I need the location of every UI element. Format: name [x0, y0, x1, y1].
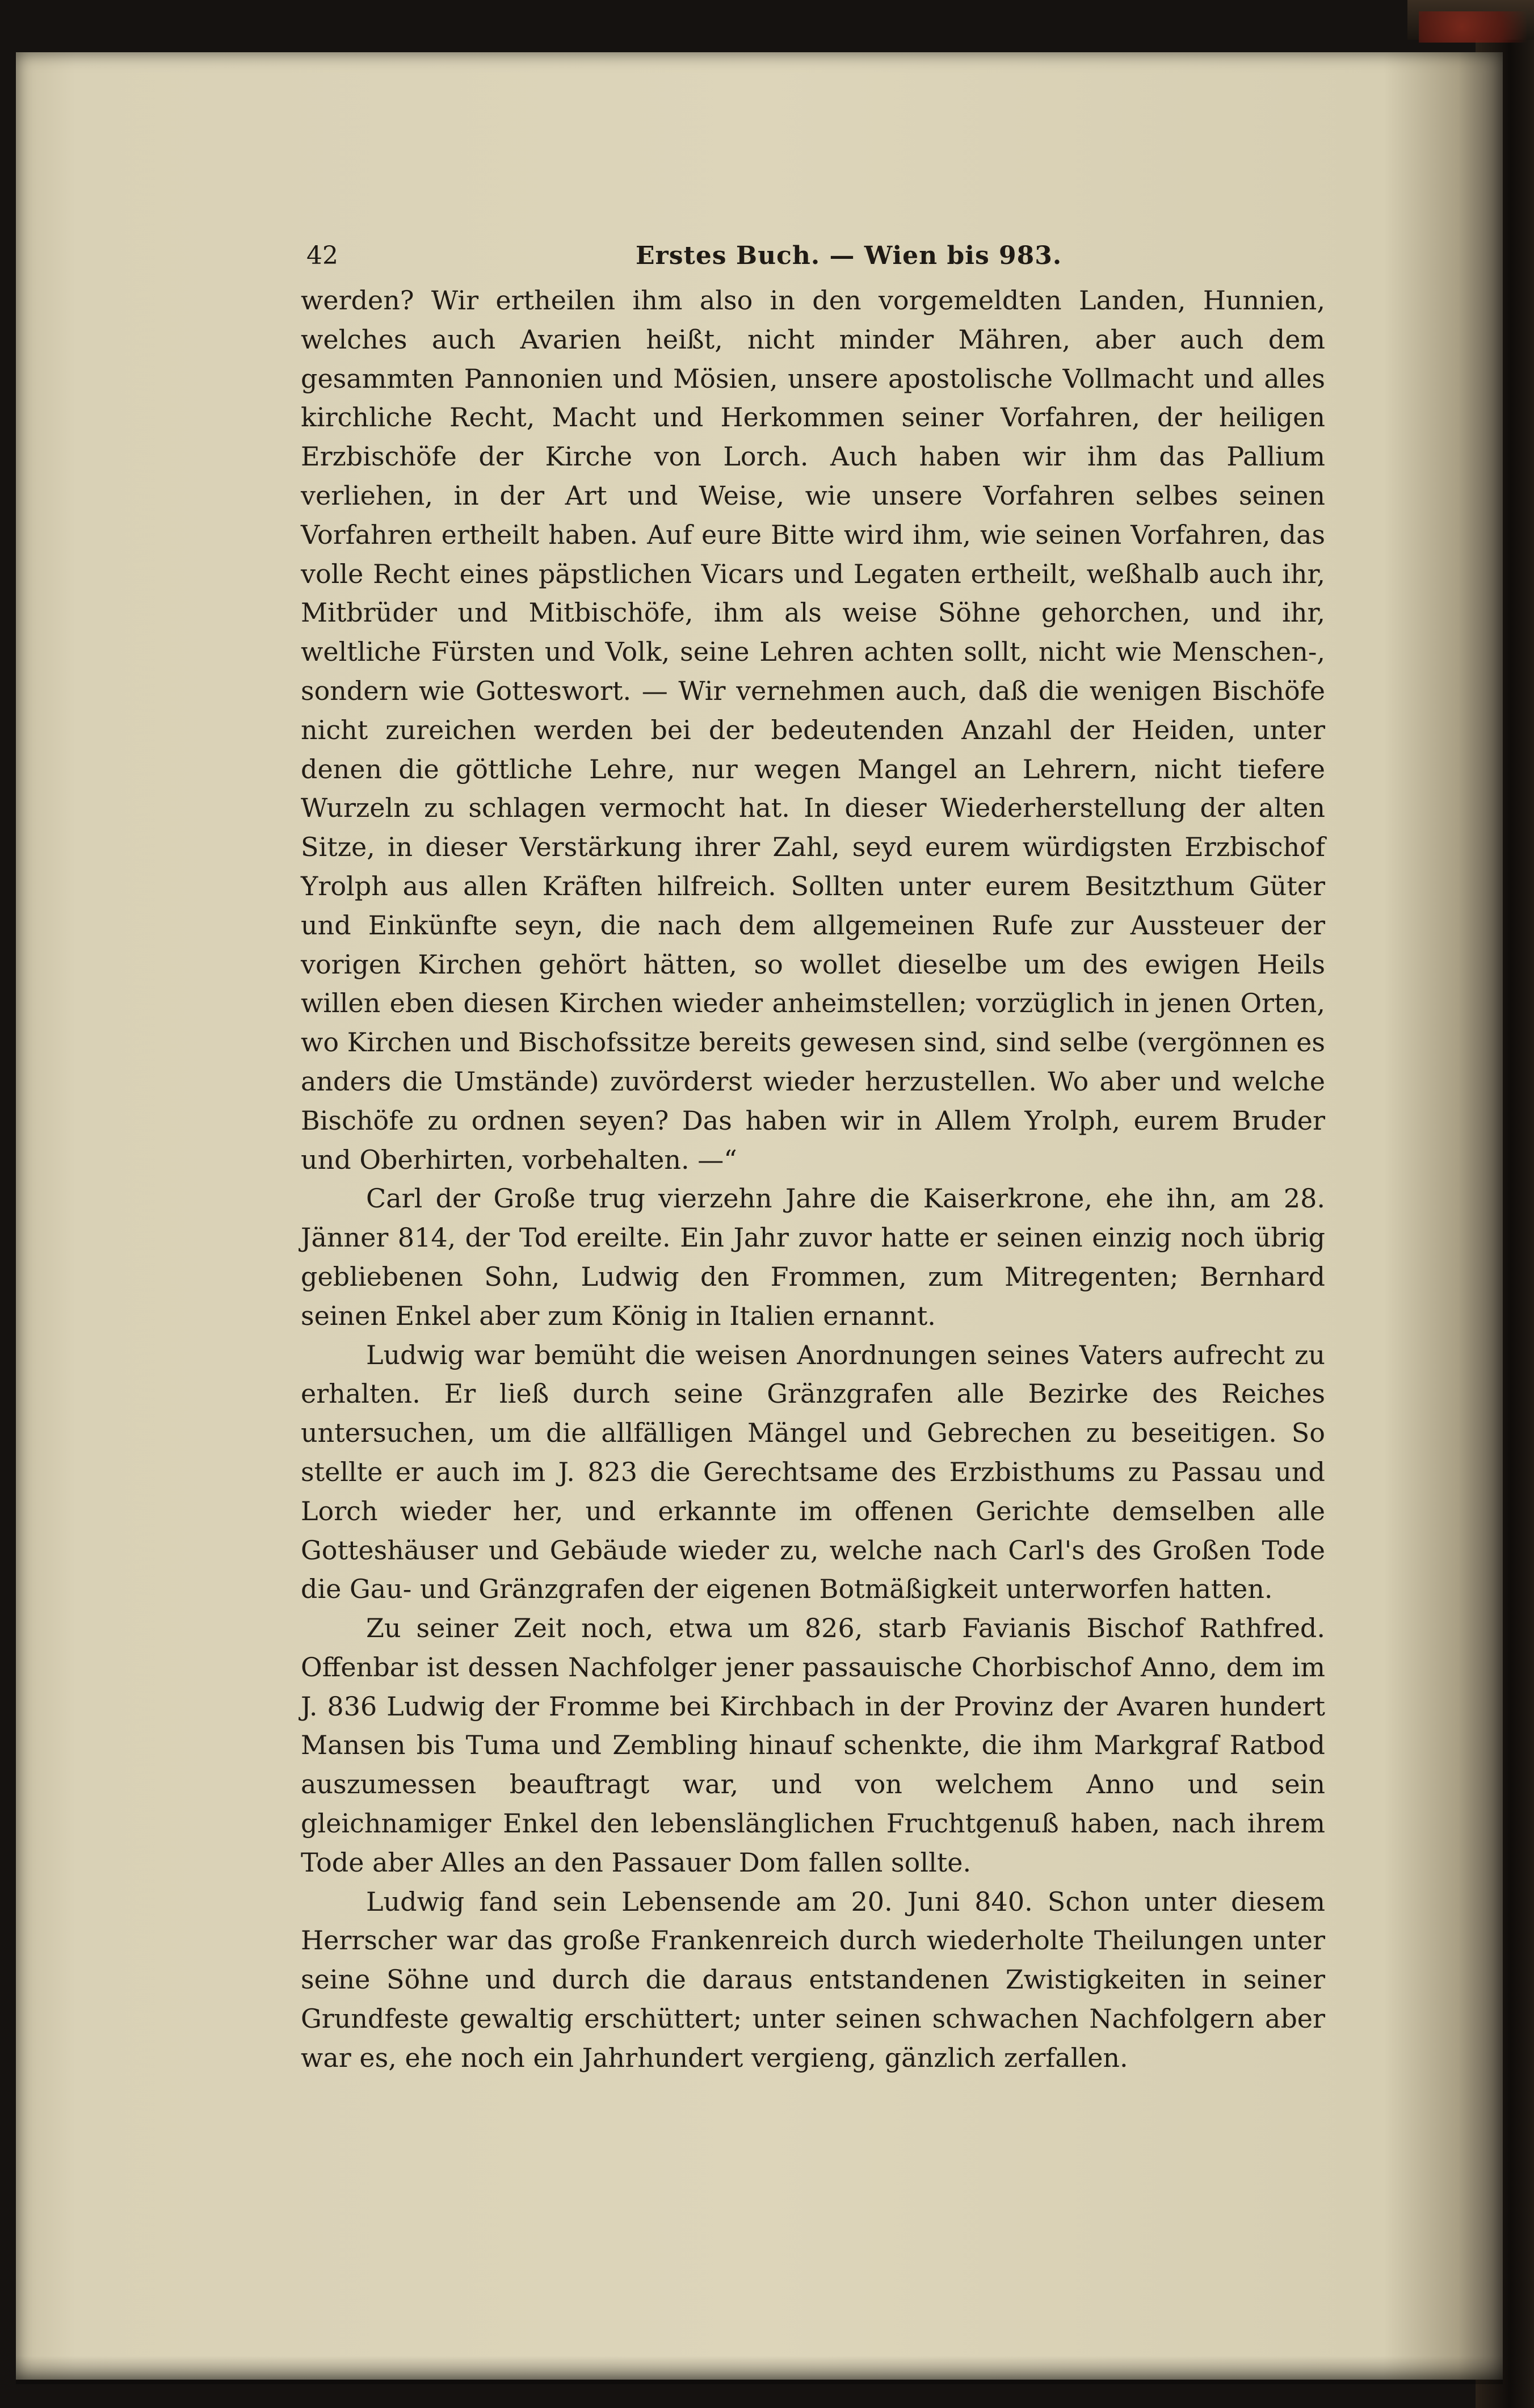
body-text: [301, 281, 1325, 2078]
paragraph-4: Zu seiner Zeit noch, etwa um 826, starb Favianis Bischof Rathfred. Offenbar ist dessen Nachfolger jener passauische Chorbischof Anno, dem im J. 836 Ludwig der Fromme bei Kirchbach in der Provinz der Avaren hundert Mansen bis Tuma und Zembling hinauf schenkte, die ihm Markgraf Ratbod auszumessen beauftragt war, und von welchem Anno und sein gleichnamiger Enkel den lebenslänglichen Fruchtgenuß haben, nach ihrem Tode aber Alles an den Passauer Dom fallen sollte.: [301, 1613, 1325, 1878]
red-edge-mark: [1419, 11, 1527, 43]
page-number: 42: [306, 241, 338, 270]
paragraph-5: Ludwig fand sein Lebensende am 20. Juni 840. Schon unter diesem Herrscher war das große Frankenreich durch wiederholte Theilungen unter seine Söhne und durch die daraus entstandenen Zwistigkeiten in seiner Grundfeste gewaltig erschüttert; unter seinen schwachen Nachfolgern aber war es, ehe noch ein Jahrhundert vergieng, gänzlich zerfallen.: [301, 1886, 1325, 2073]
running-title: Erstes Buch. — Wien bis 983.: [636, 241, 1062, 270]
page-shadow: [16, 2356, 1503, 2384]
page-header: [306, 241, 1328, 281]
paragraph-3: Ludwig war bemüht die weisen Anordnungen seines Vaters aufrecht zu erhalten. Er ließ durch seine Gränzgrafen alle Bezirke des Reiches untersuchen, um die allfälligen Mängel und Gebrechen zu beseitigen. So stellte er auch im J. 823 die Gerechtsame des Erzbisthums zu Passau und Lorch wieder her, und erkannte im offenen Gerichte demselben alle Gotteshäuser und Gebäude wieder zu, welche nach Carl's des Großen Tode die Gau- und Gränzgrafen der eigenen Botmäßigkeit unterworfen hatten.: [301, 1339, 1325, 1605]
paragraph-1: werden? Wir ertheilen ihm also in den vorgemeldten Landen, Hunnien, welches auch Avarien heißt, nicht minder Mähren, aber auch dem gesammten Pannonien und Mösien, unsere apostolische Vollmacht und alles kirchliche Recht, Macht und Herkommen seiner Vorfahren, der heiligen Erzbischöfe der Kirche von Lorch. Auch haben wir ihm das Pallium verliehen, in der Art und Weise, wie unsere Vorfahren selbes seinen Vorfahren ertheilt haben. Auf eure Bitte wird ihm, wie seinen Vorfahren, das volle Recht eines päpstlichen Vicars und Legaten ertheilt, weßhalb auch ihr, Mitbrüder und Mitbischöfe, ihm als weise Söhne gehorchen, und ihr, weltliche Fürsten und Volk, seine Lehren achten sollt, nicht wie Menschen-, sondern wie Gotteswort. — Wir vernehmen auch, daß die wenigen Bischöfe nicht zureichen werden bei der bedeutenden Anzahl der Heiden, unter denen die göttliche Lehre, nur wegen Mangel an Lehrern, nicht tiefere Wurzeln zu schlagen vermocht hat. In dieser Wiederherstellung der alten Sitze, in dieser Verstärkung ihrer Zahl, seyd eurem würdigsten Erzbischof Yrolph aus allen Kräften hilfreich. Sollten unter eurem Besitzthum Güter und Einkünfte seyn, die nach dem allgemeinen Rufe zur Aussteuer der vorigen Kirchen gehört hätten, so wollet dieselbe um des ewigen Heils willen eben diesen Kirchen wieder anheimstellen; vorzüglich in jenen Orten, wo Kirchen und Bischofssitze bereits gewesen sind, sind selbe (vergönnen es anders die Umstände) zuvörderst wieder herzustellen. Wo aber und welche Bischöfe zu ordnen seyen? Das haben wir in Allem Yrolph, eurem Bruder und Oberhirten, vorbehalten. —“: [301, 285, 1325, 1175]
paragraph-2: Carl der Große trug vierzehn Jahre die Kaiserkrone, ehe ihn, am 28. Jänner 814, der Tod ereilte. Ein Jahr zuvor hatte er seinen einzig noch übrig gebliebenen Sohn, Ludwig den Frommen, zum Mitregenten; Bernhard seinen Enkel aber zum König in Italien ernannt.: [301, 1183, 1325, 1331]
